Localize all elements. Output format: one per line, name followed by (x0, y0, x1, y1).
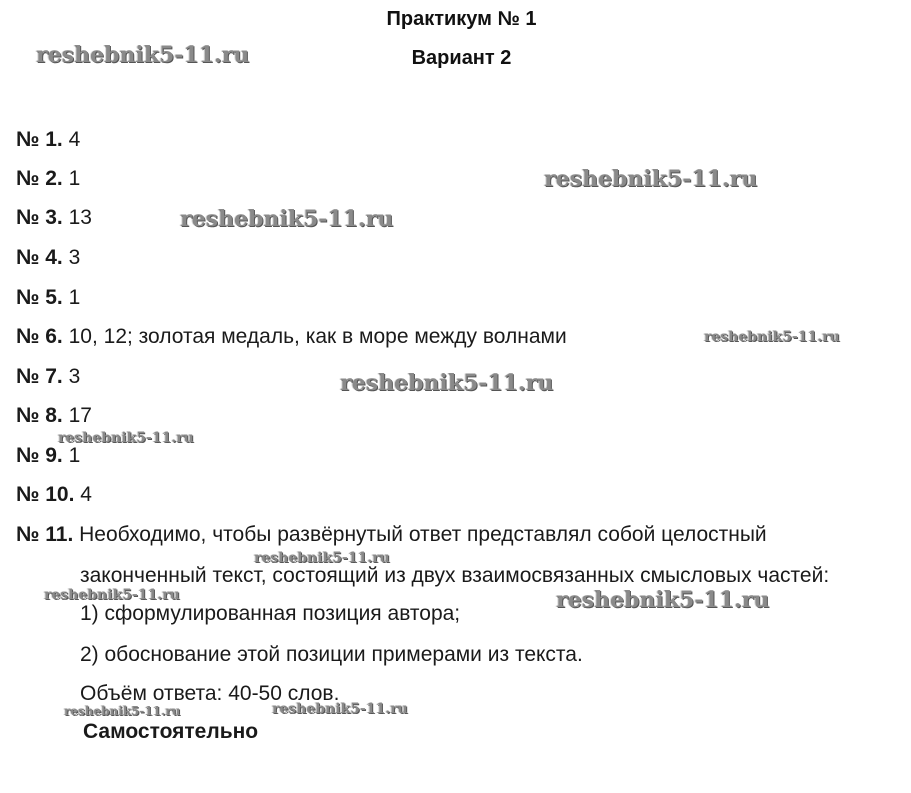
answer-number: № 11. (16, 523, 74, 546)
answer-item-10 (16, 483, 92, 507)
footer-note: Самостоятельно (83, 720, 259, 743)
answer-value: 13 (68, 206, 92, 229)
watermark: reshebnik5-11.ru (180, 206, 394, 232)
answer-number: № 6. (16, 325, 63, 348)
answer-value: 1 (68, 167, 81, 190)
variant-subtitle: Вариант 2 (411, 47, 512, 69)
answer-11-line-2: законченный текст, состоящий из двух взаимосвязанных смысловых частей: (80, 564, 830, 587)
answer-item-2 (16, 167, 80, 191)
answer-number: № 9. (16, 444, 63, 467)
watermark: reshebnik5-11.ru (44, 587, 180, 603)
answer-11-volume: Объём ответа: 40-50 слов. (80, 682, 340, 705)
answer-item-8 (16, 404, 92, 428)
answer-item-1 (16, 128, 80, 152)
answer-number: № 1. (16, 128, 63, 151)
answer-item-6 (16, 325, 567, 349)
answer-number: № 8. (16, 404, 63, 427)
answer-value: 10, 12; золотая медаль, как в море между волнами (68, 325, 567, 348)
answer-value: 3 (68, 365, 81, 388)
answer-11-item-2: 2) обоснование этой позиции примерами из текста. (80, 643, 583, 666)
answer-item-11 (16, 523, 767, 547)
answer-item-7 (16, 365, 80, 389)
answer-value: Необходимо, чтобы развёрнутый ответ представлял собой целостный (79, 523, 767, 546)
answer-value: 4 (68, 128, 81, 151)
answer-value: 1 (68, 286, 81, 309)
answer-number: № 10. (16, 483, 75, 506)
answer-number: № 3. (16, 206, 63, 229)
answer-number: № 4. (16, 246, 63, 269)
answer-value: 17 (68, 404, 92, 427)
watermark: reshebnik5-11.ru (556, 587, 770, 613)
answer-11-item-1: 1) сформулированная позиция автора; (80, 602, 461, 625)
answer-number: № 5. (16, 286, 63, 309)
answer-value: 4 (80, 483, 92, 506)
watermark: reshebnik5-11.ru (704, 329, 840, 345)
answer-number: № 7. (16, 365, 63, 388)
watermark: reshebnik5-11.ru (58, 430, 194, 446)
answer-value: 1 (68, 444, 81, 467)
watermark: reshebnik5-11.ru (544, 166, 758, 192)
watermark: reshebnik5-11.ru (272, 701, 408, 717)
answer-item-3 (16, 206, 92, 230)
answer-number: № 2. (16, 167, 63, 190)
answer-item-4 (16, 246, 80, 270)
watermark: reshebnik5-11.ru (340, 370, 554, 396)
watermark: reshebnik5-11.ru (64, 704, 181, 718)
answer-value: 3 (68, 246, 81, 269)
page-title: Практикум № 1 (386, 8, 537, 30)
watermark: reshebnik5-11.ru (254, 550, 390, 566)
answer-item-5 (16, 286, 80, 310)
watermark: reshebnik5-11.ru (36, 42, 250, 68)
answer-item-9 (16, 444, 80, 468)
